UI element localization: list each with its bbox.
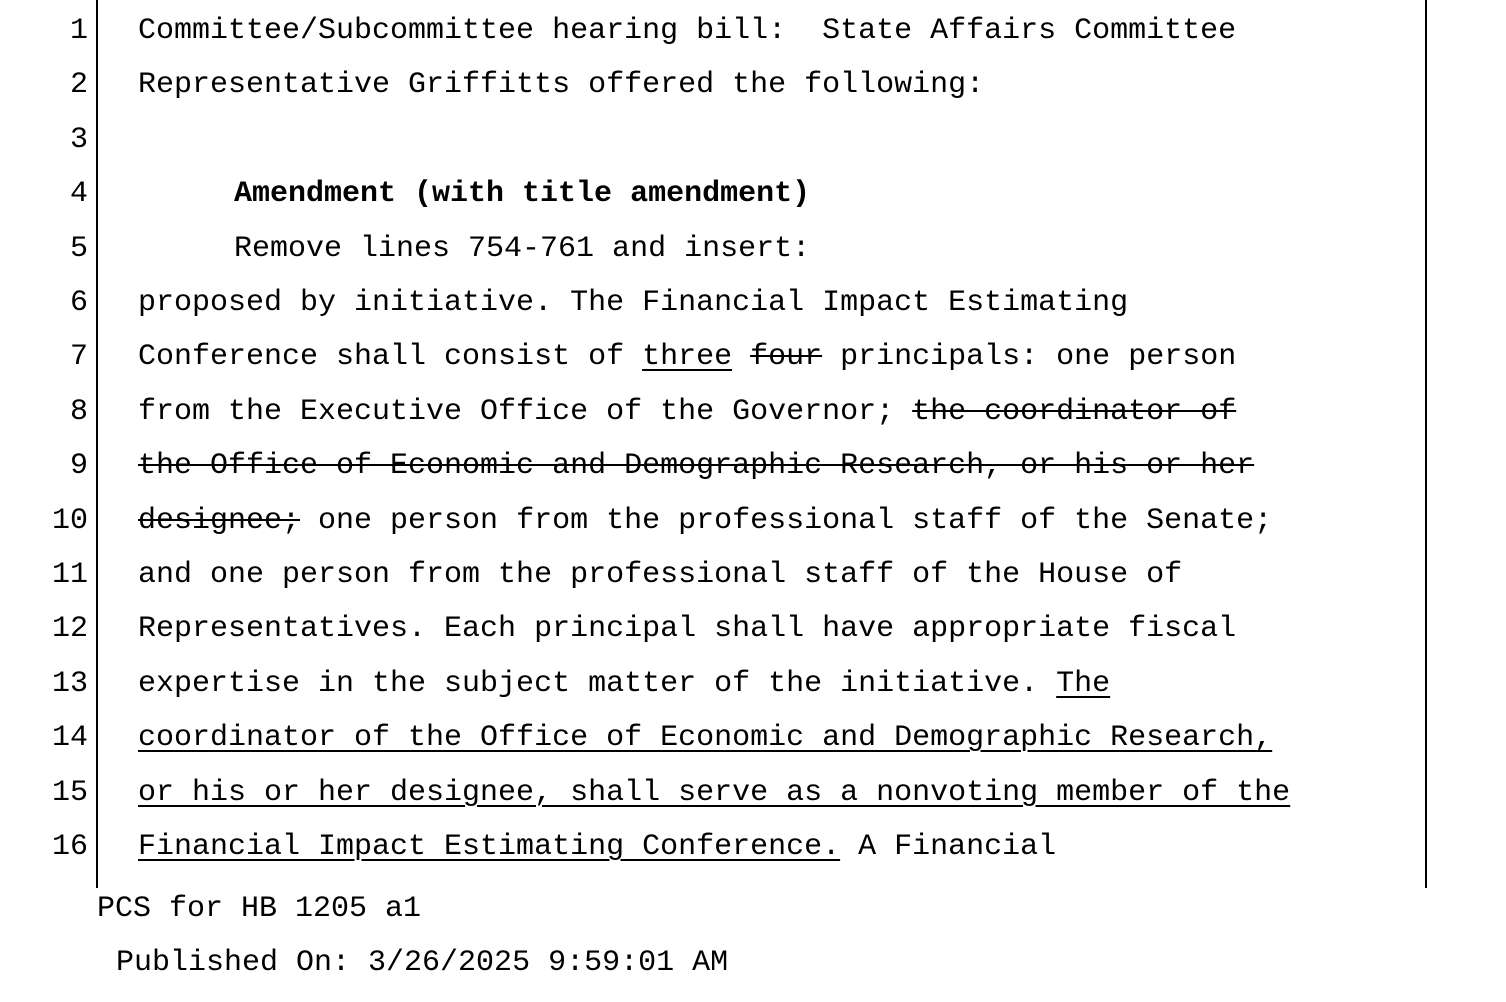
line-number: 9 (69, 449, 88, 484)
document-line (0, 276, 1420, 330)
deleted-text: the Office of Economic and Demographic Research, or his or her (138, 449, 1255, 484)
inserted-text: The (1056, 666, 1111, 701)
line-text (138, 766, 1290, 820)
document-line (0, 494, 1420, 548)
text-segment: and one person from the professional staff of the House of (138, 558, 1183, 592)
line-number: 5 (69, 231, 88, 266)
published-date: Published On: 3/26/2025 9:59:01 AM (116, 946, 729, 980)
line-number: 16 (51, 830, 88, 864)
text-segment: A Financial (840, 830, 1057, 864)
deleted-text: four (750, 340, 823, 375)
text-segment: expertise in the subject matter of the initiative. (138, 666, 1057, 701)
document-line (0, 4, 1420, 58)
line-text (234, 222, 810, 276)
line-number: 7 (69, 340, 88, 375)
text-segment: Representatives. Each principal shall have appropriate fiscal (138, 612, 1237, 647)
line-text (138, 58, 984, 112)
line-text (138, 494, 1272, 548)
line-number: 12 (51, 612, 88, 647)
document-line (0, 113, 1420, 167)
line-text (138, 439, 1254, 493)
line-number: 1 (69, 14, 88, 48)
line-number: 4 (69, 177, 88, 212)
deleted-text: designee; (138, 503, 301, 538)
line-number: 2 (69, 68, 88, 103)
line-text (138, 276, 1128, 330)
inserted-text: coordinator of the Office of Economic and Demographic Research, (138, 721, 1273, 756)
text-segment: Remove lines 754-761 and insert: (234, 231, 811, 266)
text-segment: proposed by initiative. The Financial Impact Estimating (138, 286, 1129, 320)
text-segment: from the Executive Office of the Governor; (138, 394, 913, 429)
document-line (0, 548, 1420, 602)
bill-identifier: PCS for HB 1205 a1 (97, 892, 422, 926)
document-line (0, 602, 1420, 656)
inserted-text: or his or her designee, shall serve as a nonvoting member of the (138, 775, 1291, 810)
line-number: 6 (69, 286, 88, 320)
line-number: 10 (51, 503, 88, 538)
text-segment: one person from the professional staff of the Senate; (300, 503, 1273, 538)
line-text (138, 330, 1236, 384)
line-number: 8 (69, 394, 88, 429)
document-line (0, 766, 1420, 820)
inserted-text: Financial Impact Estimating Conference. (138, 830, 841, 864)
document-line (0, 820, 1420, 874)
text-segment: Conference shall consist of (138, 340, 643, 375)
line-number: 11 (51, 558, 88, 592)
document-line (0, 167, 1420, 221)
document-line (0, 439, 1420, 493)
line-text (138, 711, 1272, 765)
text-segment: Committee/Subcommittee hearing bill: State Affairs Committee (138, 14, 1237, 48)
line-number: 3 (69, 122, 88, 157)
line-number: 14 (51, 721, 88, 756)
inserted-text: three (642, 340, 733, 375)
line-number: 15 (51, 775, 88, 810)
document-line (0, 222, 1420, 276)
right-margin-rule (1425, 0, 1427, 888)
line-text (138, 385, 1236, 439)
document-line (0, 385, 1420, 439)
line-text (138, 657, 1110, 711)
document-line (0, 657, 1420, 711)
line-text (138, 4, 1236, 58)
document-line (0, 58, 1420, 112)
text-segment: Representative Griffitts offered the following: (138, 68, 985, 103)
line-text (138, 602, 1236, 656)
text-segment: principals: one person (822, 340, 1237, 375)
document-line (0, 711, 1420, 765)
line-text (138, 820, 1056, 874)
line-text (234, 167, 810, 221)
amendment-heading: Amendment (with title amendment) (234, 177, 811, 212)
line-number: 13 (51, 666, 88, 701)
line-text (138, 548, 1182, 602)
deleted-text: the coordinator of (912, 394, 1237, 429)
text-segment (732, 340, 750, 374)
document-line (0, 330, 1420, 384)
